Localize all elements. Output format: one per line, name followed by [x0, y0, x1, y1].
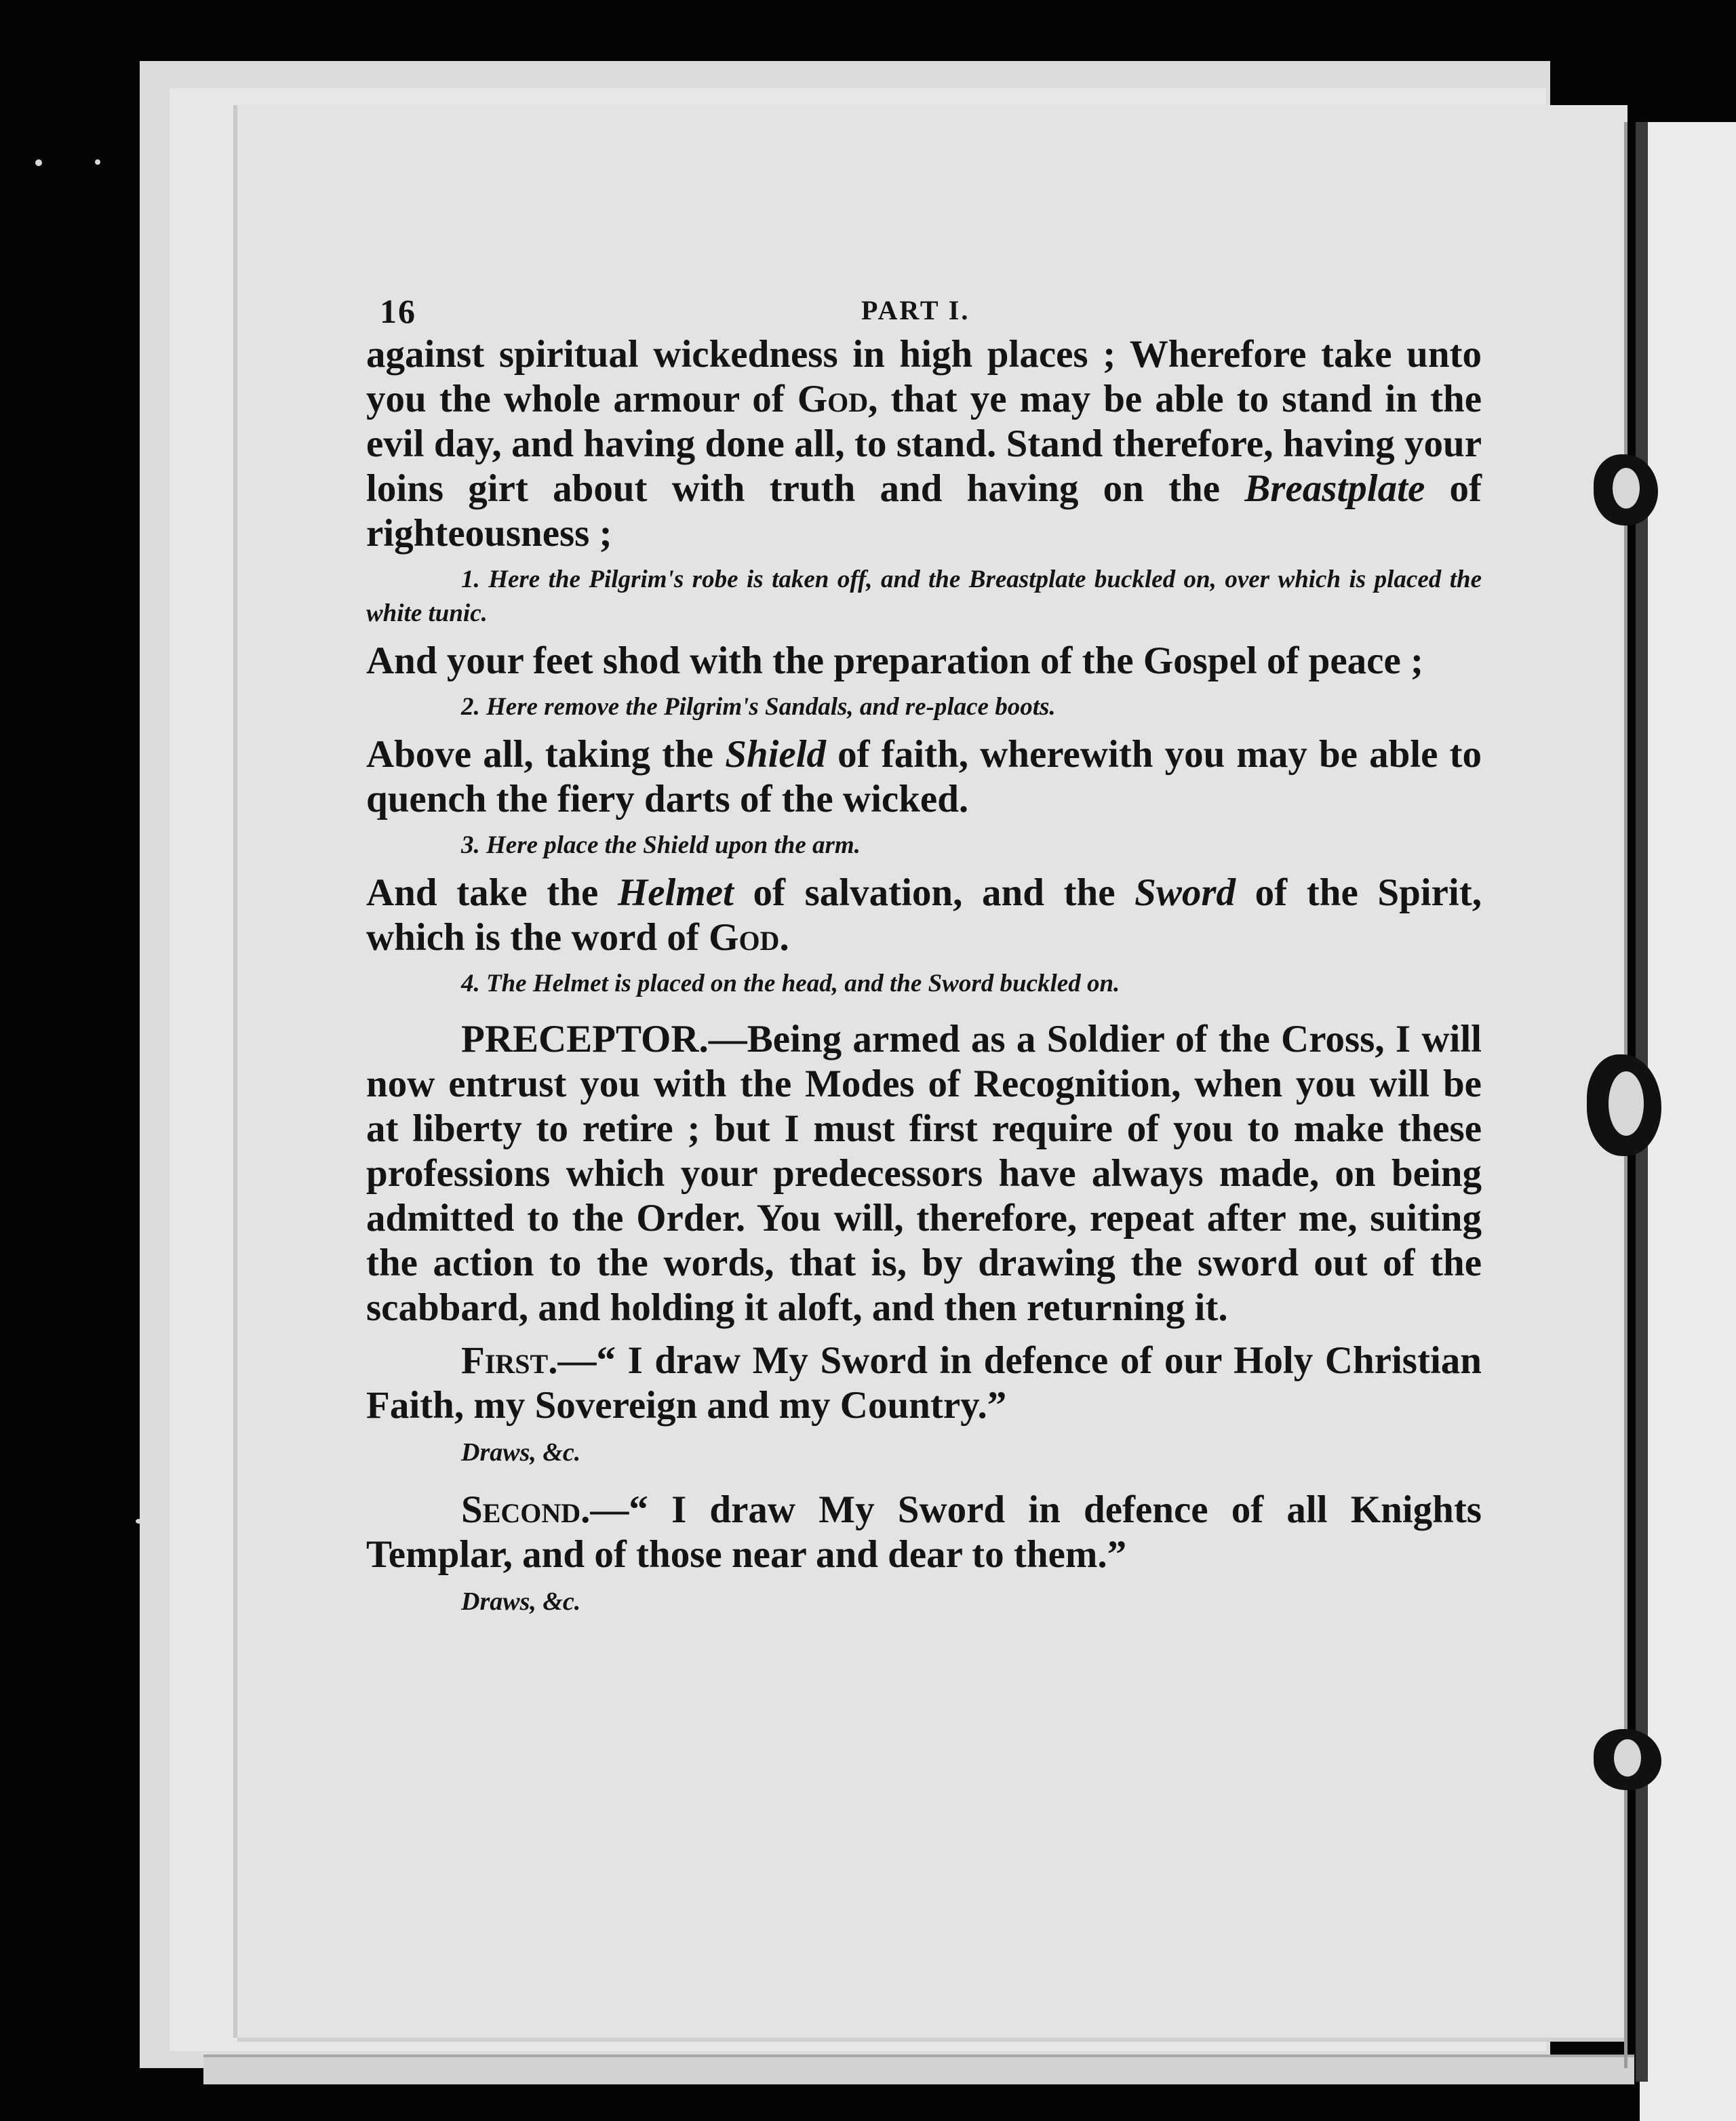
text-run: God [709, 916, 780, 959]
page-number: 16 [380, 292, 416, 330]
text-run: —“ I draw My Sword in defence of all Knights Templar, and of those near and dear to them.” [366, 1488, 1482, 1576]
stage-direction-1: 1. Here the Pilgrim's robe is taken off, and the Breastplate buckled on, over which is placed the white tunic. [366, 566, 1482, 627]
text-run: of righteousness ; [366, 467, 1482, 555]
text-run: of faith, wherewith you may be able to quench the fiery darts of the wicked. [366, 733, 1482, 820]
binding-hole [1609, 1071, 1644, 1136]
stage-direction-2: 2. Here remove the Pilgrim's Sandals, and re-place boots. [461, 693, 1056, 721]
text-run: Helmet [617, 871, 734, 914]
speaker-label: PRECEPTOR. [461, 1018, 709, 1060]
stage-direction-4: 4. The Helmet is placed on the head, and the Sword buckled on. [461, 970, 1120, 997]
page-bottom-edge [203, 2055, 1634, 2084]
text-run: —“ I draw My Sword in defence of our Holy Christian Faith, my Sovereign and my Country.” [366, 1339, 1482, 1427]
spacer [366, 1330, 1482, 1339]
text-run: Shield [725, 733, 827, 776]
section-title: PART I. [861, 295, 970, 325]
paragraph-gospel: And your feet shod with the preparation of the Gospel of peace ; [366, 639, 1424, 682]
spacer [366, 1009, 1482, 1017]
page-content [366, 285, 1482, 1637]
dust-speck [35, 159, 42, 166]
text-run: —Being armed as a Soldier of the Cross, I will now entrust you with the Modes of Recognition, when you will be at liberty to retire ; but I must first require of you to make these professions which your predecessors have always made, on being admitted to the Order. You will, therefore, repeat after me, suiting the action to the words, that is, by drawing the sword out of the scabbard, and holding it aloft, and then returning it. [366, 1018, 1482, 1329]
speaker-label: First. [461, 1339, 558, 1382]
text-run: . [779, 916, 789, 959]
stage-direction-3: 3. Here place the Shield upon the arm. [461, 831, 861, 859]
paragraph-preceptor [366, 1017, 1482, 1330]
text-run: , that ye may be able to stand in the evil day, and having done all, to stand. Stand therefore, having your loins girt about with truth and having on the [366, 378, 1482, 510]
stage-direction-draws: Draws, &c. [461, 1587, 581, 1616]
text-run: against spiritual wickedness in high places ; Wherefore take unto you the whole armour of [366, 333, 1482, 420]
profession-first [366, 1339, 1482, 1428]
binding-hole [1614, 1739, 1641, 1777]
paragraph-helmet [366, 871, 1482, 960]
text-run: Above all, taking the [366, 733, 726, 776]
running-head [366, 285, 1482, 332]
dust-speck [95, 159, 100, 165]
stage-direction-draws: Draws, &c. [461, 1438, 581, 1467]
profession-second [366, 1488, 1482, 1577]
text-run: Breastplate [1244, 467, 1425, 510]
text-run: God [797, 378, 869, 420]
paragraph-shield [366, 732, 1482, 822]
text-run: of the Spirit, which is the word of [366, 871, 1482, 959]
text-run: of salvation, and the [733, 871, 1135, 914]
text-run: Sword [1135, 871, 1236, 914]
speaker-label: Second. [461, 1488, 591, 1531]
paragraph-armour [366, 332, 1482, 556]
text-run: And take the [366, 871, 618, 914]
binding-hole [1613, 468, 1640, 509]
